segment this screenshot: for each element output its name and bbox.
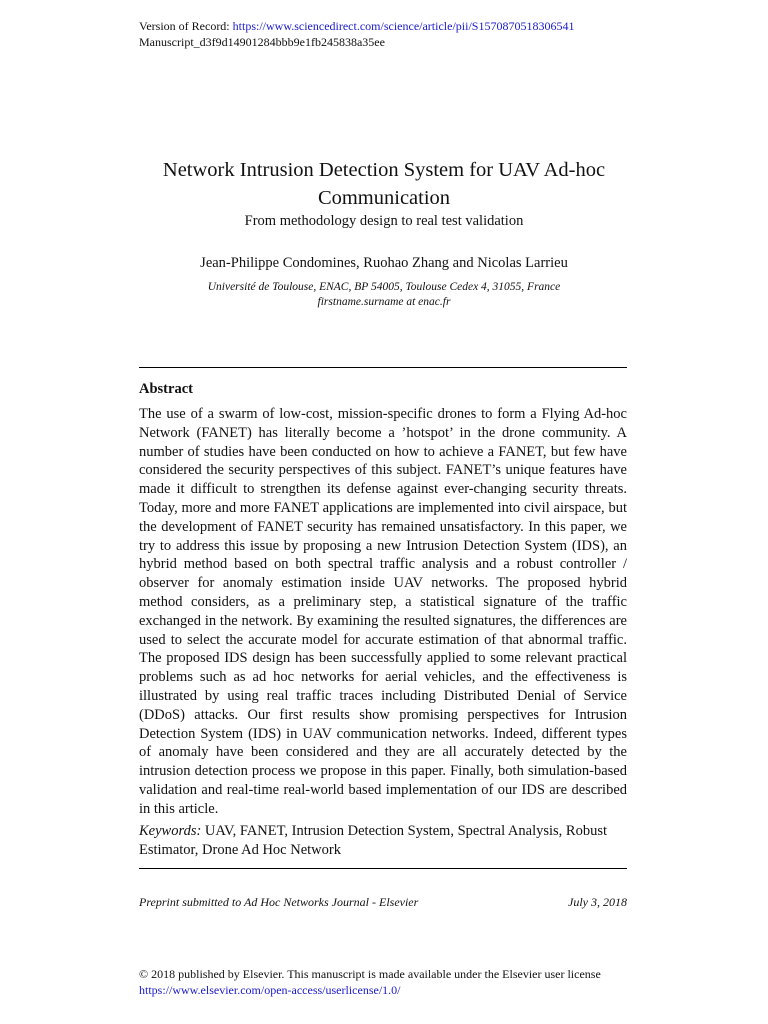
title-block: [0, 156, 768, 310]
preprint-footer: [139, 895, 627, 910]
manuscript-id: Manuscript_d3f9d14901284bbb9e1fb245838a35ee: [139, 35, 385, 49]
affiliation-line: Université de Toulouse, ENAC, BP 54005, Toulouse Cedex 4, 31055, France: [207, 281, 561, 293]
version-link[interactable]: https://www.sciencedirect.com/science/article/pii/S1570870518306541: [232, 19, 575, 33]
paper-subtitle: From methodology design to real test validation: [244, 213, 524, 229]
author-email-line: firstname.surname at enac.fr: [317, 296, 451, 308]
keywords-label: Keywords:: [139, 823, 202, 839]
version-of-record: [139, 18, 574, 34]
license-link[interactable]: https://www.elsevier.com/open-access/userlicense/1.0/: [139, 983, 401, 997]
abstract-heading: Abstract: [139, 381, 193, 397]
copyright-text: © 2018 published by Elsevier. This manuscript is made available under the Elsevier user license: [139, 967, 601, 981]
keywords: [139, 822, 627, 860]
copyright-notice: [139, 966, 601, 998]
preprint-date: July 3, 2018: [568, 895, 627, 909]
keywords-list: UAV, FANET, Intrusion Detection System, Spectral Analysis, Robust Estimator, Drone Ad Hoc Network: [139, 823, 608, 858]
preprint-note: Preprint submitted to Ad Hoc Networks Journal - Elsevier: [139, 895, 419, 909]
abstract-text: The use of a swarm of low-cost, mission-specific drones to form a Flying Ad-hoc Network (FANET) has literally become a ’hotspot’ in the drone community. A number of studies have been conducted on how to achieve a FANET, but few have considered the security perspectives of this subject. FANET’s unique features have made it difficult to strengthen its defense against ever-changing security threats. Today, more and more FANET applications are implemented into civil airspace, but the development of FANET security has remained unsatisfactory. In this paper, we try to address this issue by proposing a new Intrusion Detection System (IDS), an hybrid method based on both spectral traffic analysis and a robust controller / observer for anomaly estimation inside UAV networks. The proposed hybrid method considers, as a preliminary step, a statistical signature of the traffic exchanged in the network. By examining the resulted signatures, the differences are used to select the accurate model for accurate estimation of that abnormal traffic. The proposed IDS design has been successfully applied to some relevant practical problems such as ad hoc networks for aerial vehicles, and the effectiveness is illustrated by using real traffic traces including Distributed Denial of Service (DDoS) attacks. Our first results show promising perspectives for Intrusion Detection System (IDS) in UAV communication networks. Indeed, different types of anomaly have been considered and they are all accurately detected by the intrusion detection process we propose in this paper. Finally, both simulation-based validation and real-time real-world based implementation of our IDS are described in this article.: [139, 406, 627, 817]
paper-title: Network Intrusion Detection System for UAV Ad-hoc Communication: [162, 159, 606, 209]
version-label: Version of Record:: [139, 19, 230, 33]
bottom-divider: [139, 868, 627, 869]
top-divider: [139, 367, 627, 368]
paper-affiliation: [0, 280, 768, 310]
document-header: [139, 18, 574, 50]
paper-authors: Jean-Philippe Condomines, Ruohao Zhang and Nicolas Larrieu: [200, 255, 568, 271]
